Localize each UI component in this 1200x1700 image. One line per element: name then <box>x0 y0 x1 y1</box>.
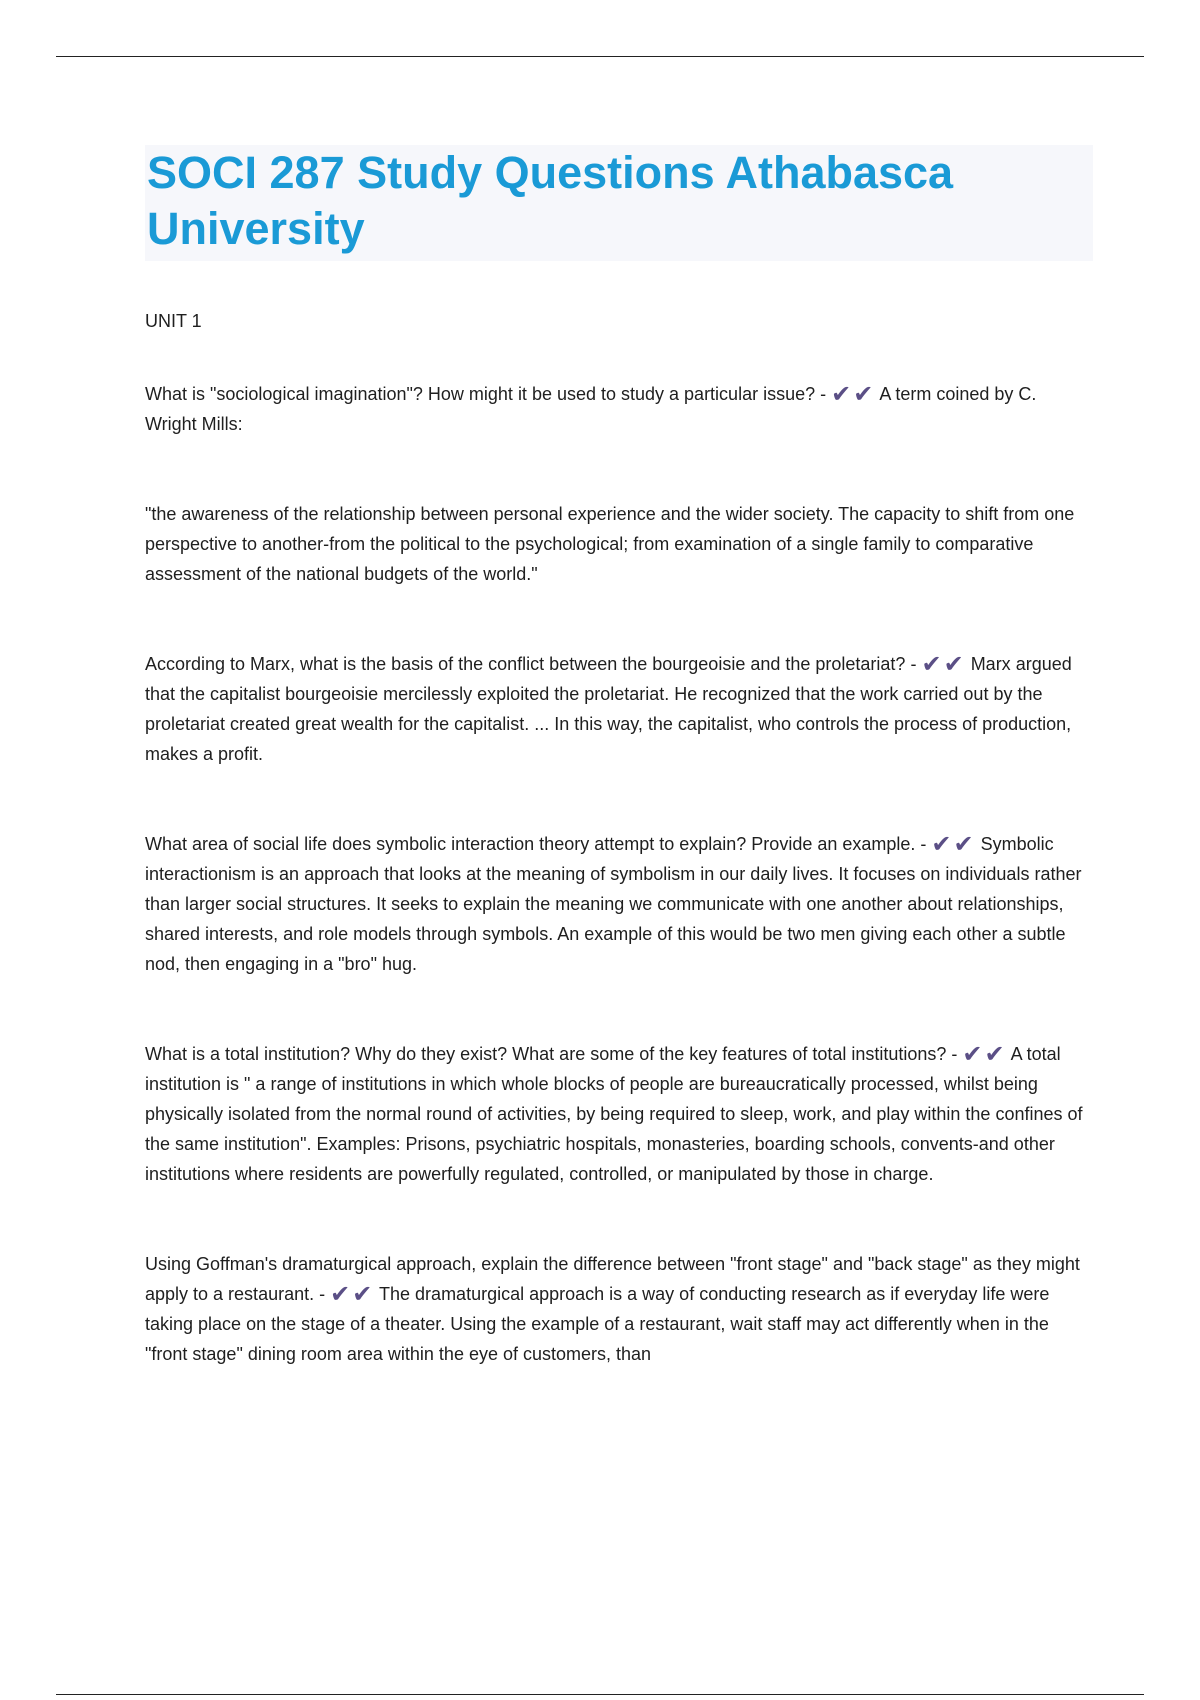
check-icon: ✔ <box>853 381 874 408</box>
answer-quote: "the awareness of the relationship between personal experience and the wider society. The capacity to shift from one perspective to another-from the political to the psychological; from examination of a single family to comparative assessment of the national budgets of the world." <box>145 504 1075 584</box>
check-icon: ✔ <box>352 1281 373 1308</box>
qa-item-3 <box>145 829 1093 979</box>
qa-item-2 <box>145 649 1093 769</box>
check-icon: ✔ <box>953 831 974 858</box>
unit-label: UNIT 1 <box>145 311 202 331</box>
question-text: According to Marx, what is the basis of the conflict between the bourgeoisie and the proletariat? - <box>145 654 917 674</box>
check-icon: ✔ <box>962 1041 983 1068</box>
title-banner <box>145 145 1093 261</box>
question-text: What area of social life does symbolic interaction theory attempt to explain? Provide an example. - <box>145 834 927 854</box>
check-icon: ✔ <box>330 1281 351 1308</box>
qa-item-5 <box>145 1249 1093 1369</box>
question-text: What is "sociological imagination"? How might it be used to study a particular issue? - <box>145 384 827 404</box>
answer-text: A term coined by C. Wright Mills: <box>145 384 1037 434</box>
page-title: SOCI 287 Study Questions Athabasca University <box>147 147 954 254</box>
document-body <box>145 145 1093 1369</box>
check-icon: ✔ <box>831 381 852 408</box>
qa-item-4 <box>145 1039 1093 1189</box>
question-text: What is a total institution? Why do they exist? What are some of the key features of total institutions? - <box>145 1044 958 1064</box>
check-icon: ✔ <box>931 831 952 858</box>
top-rule <box>56 56 1144 57</box>
qa-item-1 <box>145 379 1093 589</box>
check-icon: ✔ <box>984 1041 1005 1068</box>
check-icon: ✔ <box>921 651 942 678</box>
answer-text: The dramaturgical approach is a way of conducting research as if everyday life were taking place on the stage of a theater. Using the example of a restaurant, wait staff may act differently when in the "front stage" dining room area within the eye of customers, than <box>145 1284 1050 1364</box>
answer-text: A total institution is " a range of institutions in which whole blocks of people are bureaucratically processed, whilst being physically isolated from the normal round of activities, by being required to sleep, work, and play within the confines of the same institution". Examples: Prisons, psychiatric hospitals, monasteries, boarding schools, convents-and other institutions where residents are powerfully regulated, controlled, or manipulated by those in charge. <box>145 1044 1083 1184</box>
bottom-rule <box>56 1694 1144 1695</box>
check-icon: ✔ <box>943 651 964 678</box>
question-text: Using Goffman's dramaturgical approach, explain the difference between "front stage" and "back stage" as they might apply to a restaurant. - <box>145 1254 1080 1304</box>
answer-text: Marx argued that the capitalist bourgeoisie mercilessly exploited the proletariat. He recognized that the work carried out by the proletariat created great wealth for the capitalist. ... In this way, the capitalist, who controls the process of production, makes a profit. <box>145 654 1072 764</box>
answer-text: Symbolic interactionism is an approach that looks at the meaning of symbolism in our daily lives. It focuses on individuals rather than larger social structures. It seeks to explain the meaning we communicate with one another about relationships, shared interests, and role models through symbols. An example of this would be two men giving each other a subtle nod, then engaging in a "bro" hug. <box>145 834 1082 974</box>
